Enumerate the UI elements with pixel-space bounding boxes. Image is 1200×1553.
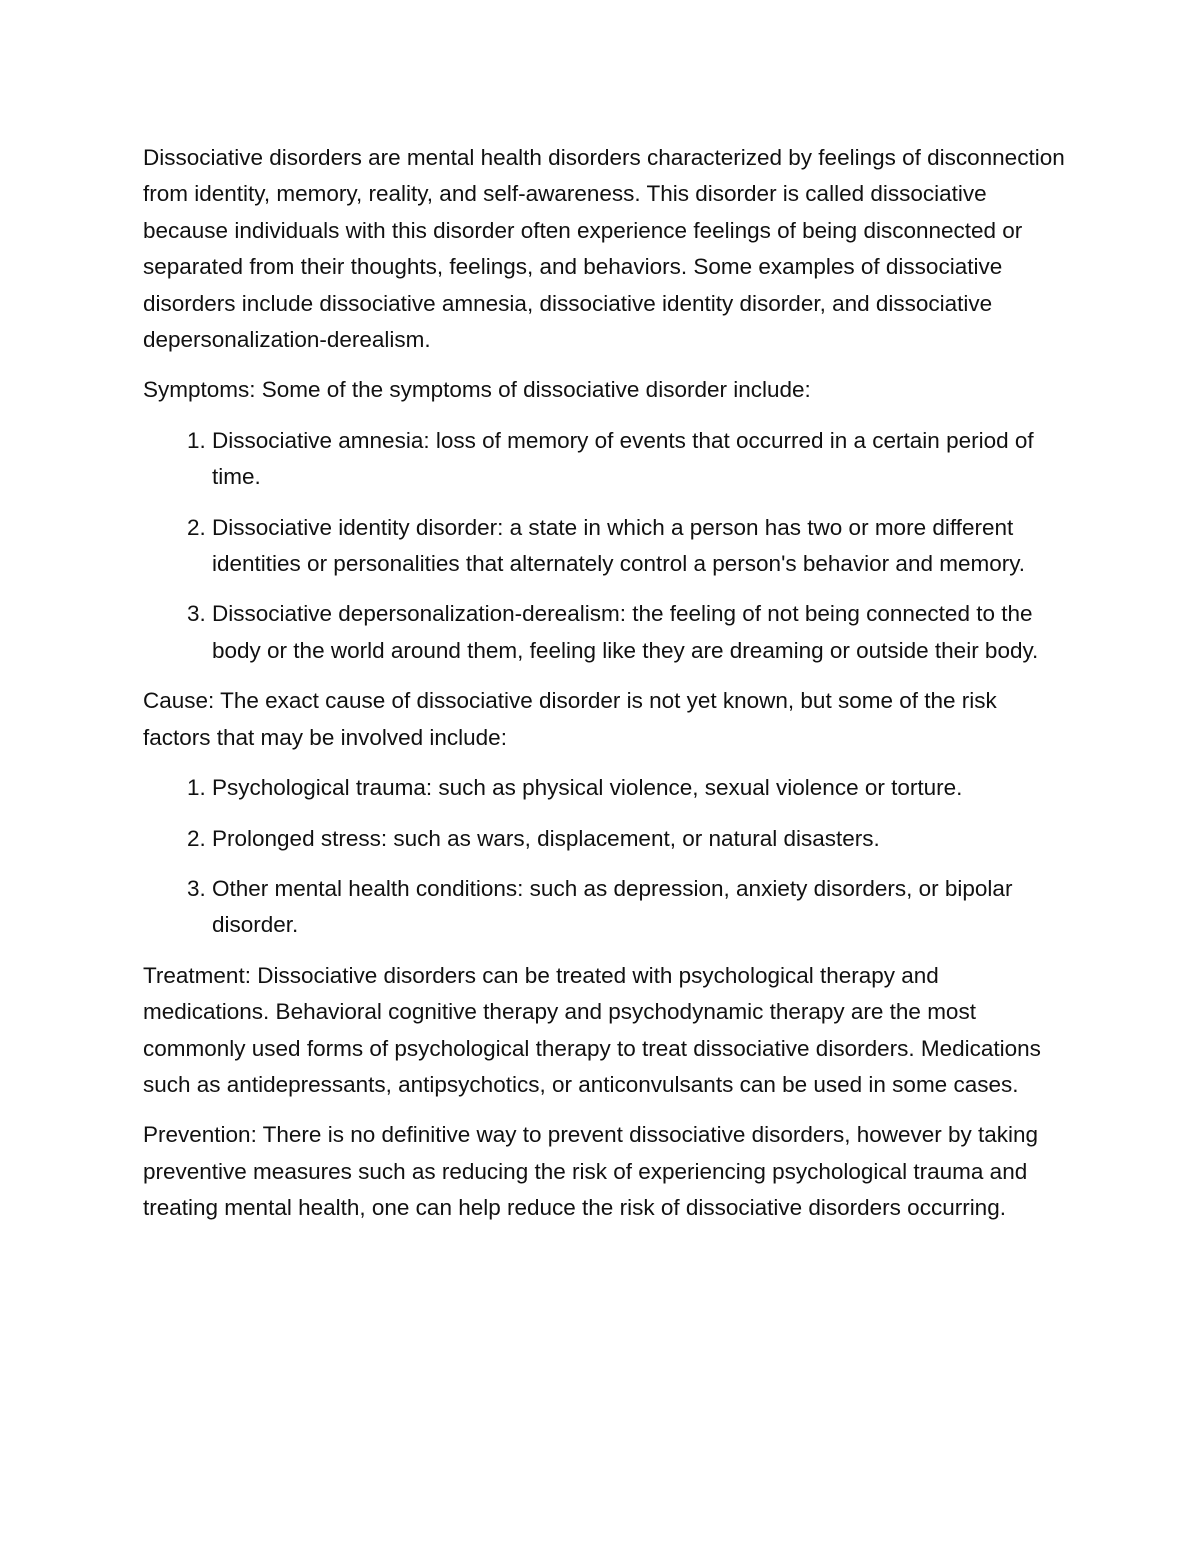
symptoms-heading: Symptoms: Some of the symptoms of dissociative disorder include: bbox=[143, 377, 811, 403]
cause-heading: Cause: The exact cause of dissociative disorder is not yet known, but some of the risk factors that may be involved include: bbox=[143, 688, 997, 750]
list-item: 2. Dissociative identity disorder: a state in which a person has two or more different identities or personalities that alternately control a person's behavior and memory. bbox=[212, 510, 1068, 583]
intro-paragraph: Dissociative disorders are mental health disorders characterized by feelings of disconnection from identity, memory, reality, and self-awareness. This disorder is called dissociative because individuals with this disorder often experience feelings of being disconnected or separated from their thoughts, feelings, and behaviors. Some examples of dissociative disorders include dissociative amnesia, dissociative identity disorder, and dissociative depersonalization-derealism. bbox=[143, 145, 1065, 353]
list-item: 2. Prolonged stress: such as wars, displacement, or natural disasters. bbox=[212, 821, 1068, 857]
list-item: 3. Other mental health conditions: such as depression, anxiety disorders, or bipolar disorder. bbox=[212, 871, 1068, 944]
list-item: 1. Dissociative amnesia: loss of memory of events that occurred in a certain period of time. bbox=[212, 423, 1068, 496]
document-page bbox=[143, 140, 1068, 1241]
list-item: 3. Dissociative depersonalization-derealism: the feeling of not being connected to the body or the world around them, feeling like they are dreaming or outside their body. bbox=[212, 596, 1068, 669]
symptoms-list bbox=[143, 423, 1068, 669]
prevention-paragraph: Prevention: There is no definitive way to prevent dissociative disorders, however by taking preventive measures such as reducing the risk of experiencing psychological trauma and treating mental health, one can help reduce the risk of dissociative disorders occurring. bbox=[143, 1122, 1039, 1221]
list-item: 1. Psychological trauma: such as physical violence, sexual violence or torture. bbox=[212, 770, 1068, 806]
treatment-paragraph: Treatment: Dissociative disorders can be treated with psychological therapy and medications. Behavioral cognitive therapy and psychodynamic therapy are the most commonly used forms of psychological therapy to treat dissociative disorders. Medications such as antidepressants, antipsychotics, or anticonvulsants can be used in some cases. bbox=[143, 962, 1041, 1097]
cause-list bbox=[143, 770, 1068, 944]
